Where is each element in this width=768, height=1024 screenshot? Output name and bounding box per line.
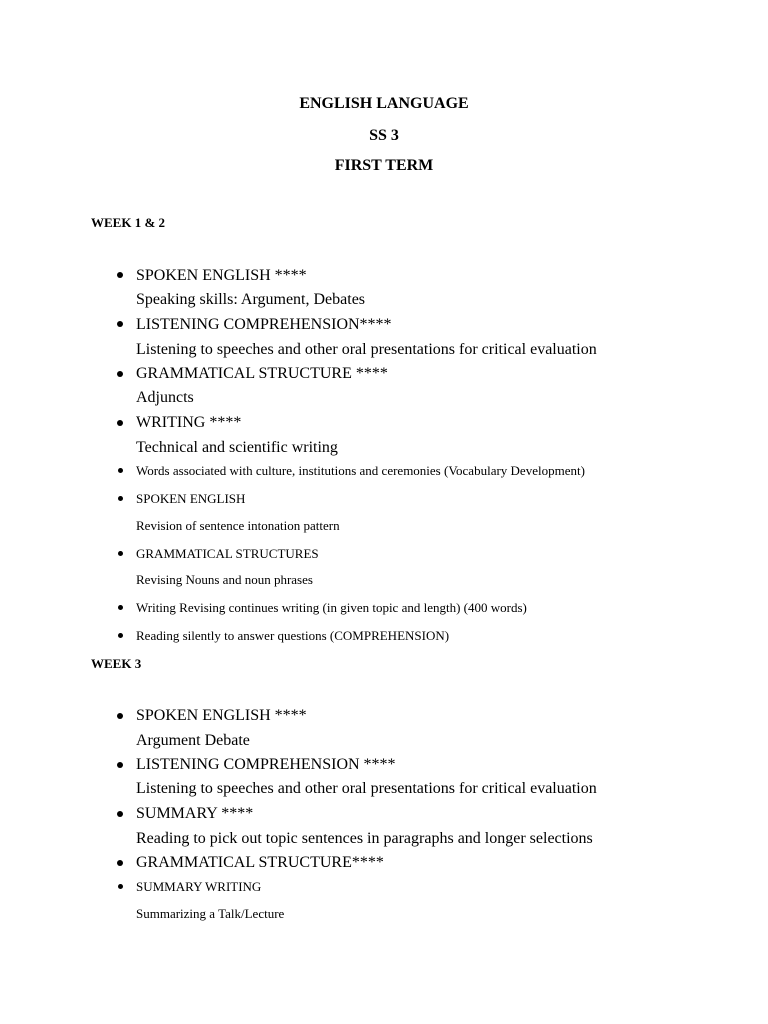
list-item-topic: SPOKEN ENGLISH **** bbox=[136, 267, 307, 284]
list-item-detail: Revision of sentence intonation pattern bbox=[136, 518, 340, 533]
list-item-detail: Summarizing a Talk/Lecture bbox=[136, 906, 285, 921]
bullet-icon bbox=[118, 468, 123, 473]
document-class: SS 3 bbox=[369, 127, 399, 144]
list-item-detail: Listening to speeches and other oral presentations for critical evaluation bbox=[136, 341, 597, 358]
list-item-topic: SUMMARY **** bbox=[136, 805, 254, 822]
list-item-topic: GRAMMATICAL STRUCTURE **** bbox=[136, 365, 388, 382]
list-item-topic: LISTENING COMPREHENSION**** bbox=[136, 316, 392, 333]
list-item-detail: Technical and scientific writing bbox=[136, 439, 338, 456]
list-item-detail: Revising Nouns and noun phrases bbox=[136, 572, 313, 587]
bullet-icon bbox=[117, 811, 123, 817]
bullet-icon bbox=[117, 321, 123, 327]
list-item-topic: GRAMMATICAL STRUCTURES bbox=[136, 546, 319, 561]
list-item-topic: Words associated with culture, institutions and ceremonies (Vocabulary Development) bbox=[136, 463, 585, 478]
document-term: FIRST TERM bbox=[334, 157, 434, 174]
list-item-topic: Reading silently to answer questions (COMPREHENSION) bbox=[136, 628, 450, 643]
list-item-topic: SUMMARY WRITING bbox=[136, 879, 262, 894]
list-item-detail: Reading to pick out topic sentences in paragraphs and longer selections bbox=[136, 830, 593, 847]
document-subject: ENGLISH LANGUAGE bbox=[299, 95, 469, 112]
bullet-icon bbox=[117, 420, 123, 426]
bullet-icon bbox=[118, 496, 123, 501]
bullet-icon bbox=[117, 371, 123, 377]
bullet-icon bbox=[117, 713, 123, 719]
bullet-icon bbox=[118, 551, 123, 556]
bullet-icon bbox=[118, 884, 123, 889]
bullet-icon bbox=[118, 605, 123, 610]
list-item-topic: SPOKEN ENGLISH **** bbox=[136, 707, 307, 724]
list-item-topic: Writing Revising continues writing (in given topic and length) (400 words) bbox=[136, 600, 527, 615]
week-heading: WEEK 3 bbox=[91, 656, 142, 671]
list-item-detail: Listening to speeches and other oral presentations for critical evaluation bbox=[136, 780, 597, 797]
week-heading: WEEK 1 & 2 bbox=[91, 215, 166, 230]
bullet-icon bbox=[117, 272, 123, 278]
list-item-detail: Adjuncts bbox=[136, 389, 194, 406]
bullet-icon bbox=[117, 762, 123, 768]
list-item-topic: LISTENING COMPREHENSION **** bbox=[136, 756, 396, 773]
list-item-detail: Speaking skills: Argument, Debates bbox=[136, 291, 366, 308]
bullet-icon bbox=[118, 633, 123, 638]
list-item-detail: Argument Debate bbox=[136, 732, 250, 749]
list-item-topic: GRAMMATICAL STRUCTURE**** bbox=[136, 854, 384, 871]
bullet-icon bbox=[117, 860, 123, 866]
list-item-topic: SPOKEN ENGLISH bbox=[136, 491, 246, 506]
list-item-topic: WRITING **** bbox=[136, 414, 242, 431]
